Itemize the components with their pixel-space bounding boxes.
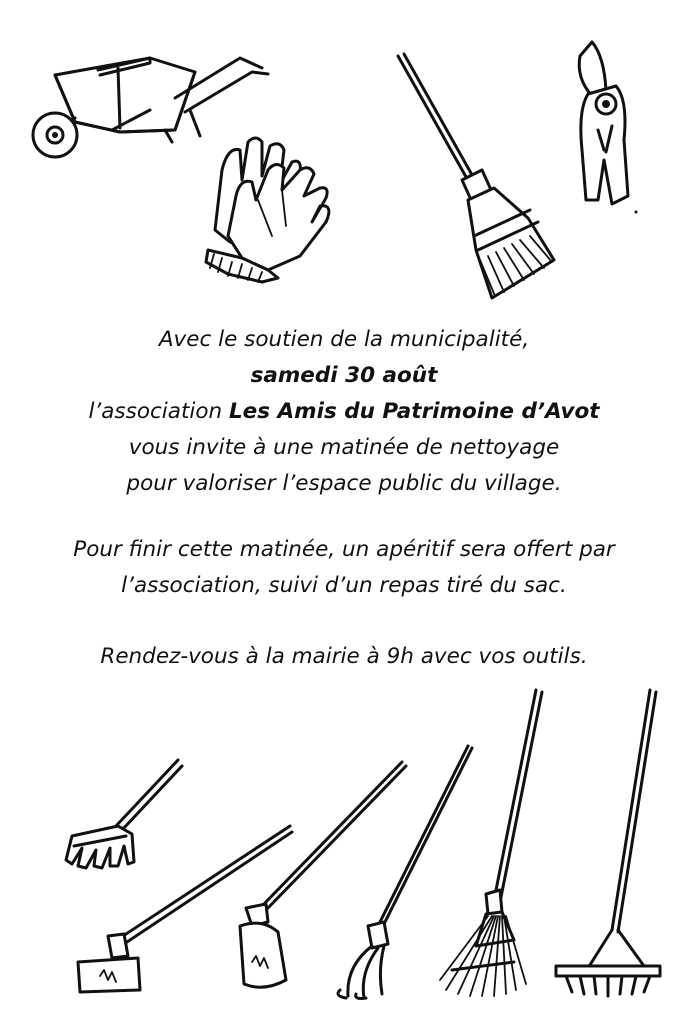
top-illustrations [0,0,688,310]
garden-rake-icon [556,690,660,996]
invitation-text [0,322,688,502]
aperitif-text [0,532,688,604]
wheelbarrow-icon [33,58,268,157]
meeting-line: Rendez-vous à la mairie à 9h avec vos outils. [100,644,588,669]
invite-line: vous invite à une matinée de nettoyage [128,435,560,460]
association-line [0,394,688,430]
event-date: samedi 30 août [250,363,438,388]
pruning-shears-icon [579,42,637,214]
association-prefix: l’association [88,399,229,424]
cultivator-icon [338,746,472,999]
gloves-icon [206,138,329,282]
support-line: Avec le soutien de la municipalité, [158,327,530,352]
association-name: Les Amis du Patrimoine d’Avot [228,399,600,424]
aperitif-line-1: Pour finir cette matinée, un apéritif sera offert par [73,537,615,562]
leaf-rake-icon [440,690,542,996]
aperitif-line-2: l’association, suivi d’un repas tiré du sac. [121,573,567,598]
purpose-line: pour valoriser l’espace public du village. [126,471,562,496]
bottom-illustrations [0,680,688,1017]
hand-rake-icon [66,760,182,868]
meeting-text [0,639,688,675]
broom-icon [398,54,554,298]
